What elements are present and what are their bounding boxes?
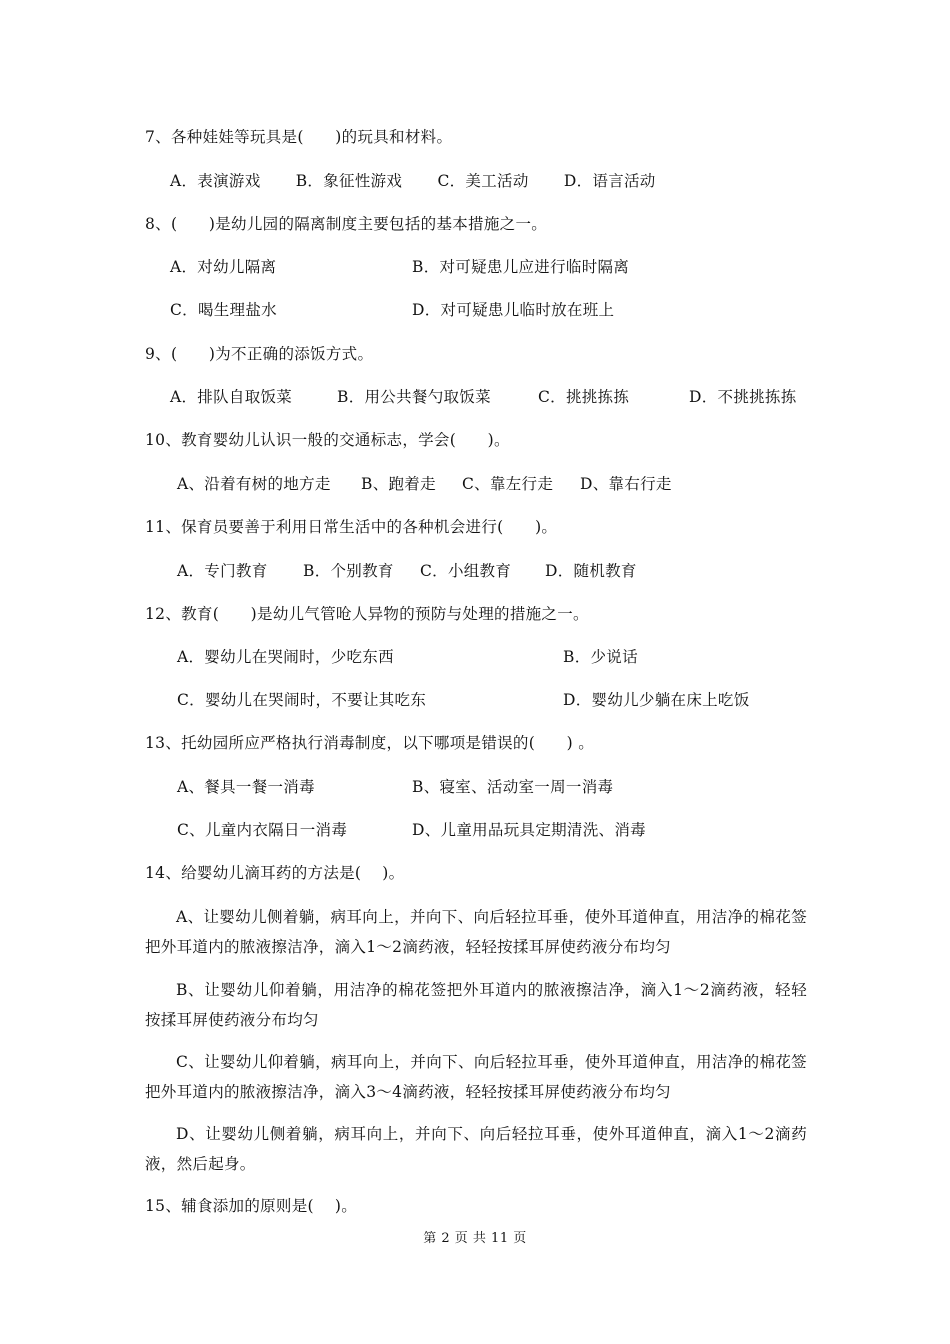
question-8-option-d: D．对可疑患儿临时放在班上: [412, 301, 615, 319]
question-14-stem: 14、给婴幼儿滴耳药的方法是( )。: [145, 864, 405, 882]
question-12-option-b: B．少说话: [563, 648, 638, 666]
question-7-option-b: B．象征性游戏: [295, 172, 403, 190]
question-11-option-a: A．专门教育: [177, 562, 268, 580]
question-15-stem: 15、辅食添加的原则是( )。: [145, 1197, 358, 1215]
question-10-option-a: A、沿着有树的地方走: [177, 475, 331, 493]
question-14-option-d: D、让婴幼儿侧着躺，病耳向上，并向下、向后轻拉耳垂，使外耳道伸直，滴入1～2滴药液，然后起身。: [145, 1125, 807, 1173]
question-13-option-d: D、儿童用品玩具定期清洗、消毒: [412, 821, 646, 839]
question-7-option-c: C．美工活动: [437, 172, 529, 190]
question-14-option-c: C、让婴幼儿仰着躺，病耳向上，并向下、向后轻拉耳垂，使外耳道伸直，用洁净的棉花签把外耳道内的脓液擦洁净，滴入3～4滴药液，轻轻按揉耳屏使药液分布均匀: [145, 1053, 807, 1101]
question-13-option-a: A、餐具一餐一消毒: [177, 778, 315, 796]
question-10-option-c: C、靠左行走: [462, 475, 554, 493]
question-13-stem: 13、托幼园所应严格执行消毒制度，以下哪项是错误的( ) 。: [145, 734, 595, 752]
question-9-option-c: C．挑挑拣拣: [538, 388, 630, 406]
question-8-option-c: C．喝生理盐水: [170, 301, 277, 319]
question-8-stem: 8、( )是幼儿园的隔离制度主要包括的基本措施之一。: [145, 215, 548, 233]
question-10-option-b: B、跑着走: [361, 475, 436, 493]
question-9-option-b: B．用公共餐勺取饭菜: [337, 388, 491, 406]
question-7-option-d: D．语言活动: [563, 172, 656, 190]
question-11-option-b: B．个别教育: [303, 562, 394, 580]
question-12-stem: 12、教育( )是幼儿气管呛人异物的预防与处理的措施之一。: [145, 605, 589, 623]
question-12-option-c: C．婴幼儿在哭闹时，不要让其吃东: [177, 691, 427, 709]
question-8-option-a: A．对幼儿隔离: [170, 258, 277, 276]
question-13-option-b: B、寝室、活动室一周一消毒: [412, 778, 614, 796]
question-14-option-b: B、让婴幼儿仰着躺，用洁净的棉花签把外耳道内的脓液擦洁净，滴入1～2滴药液，轻轻按揉耳屏使药液分布均匀: [145, 981, 807, 1029]
question-12-option-a: A．婴幼儿在哭闹时，少吃东西: [177, 648, 394, 666]
question-7-stem: 7、各种娃娃等玩具是( )的玩具和材料。: [145, 128, 453, 146]
question-11-option-c: C．小组教育: [420, 562, 512, 580]
question-9-option-a: A．排队自取饭菜: [170, 388, 293, 406]
question-12-option-d: D．婴幼儿少躺在床上吃饭: [563, 691, 750, 709]
question-9-stem: 9、( )为不正确的添饭方式。: [145, 345, 374, 363]
question-11-option-d: D．随机教育: [545, 562, 637, 580]
question-8-option-b: B．对可疑患儿应进行临时隔离: [412, 258, 630, 276]
question-14-option-a: A、让婴幼儿侧着躺，病耳向上，并向下、向后轻拉耳垂，使外耳道伸直，用洁净的棉花签把外耳道内的脓液擦洁净，滴入1～2滴药液，轻轻按揉耳屏使药液分布均匀: [145, 908, 807, 956]
question-10-stem: 10、教育婴幼儿认识一般的交通标志，学会( )。: [145, 431, 510, 449]
question-9-option-d: D．不挑挑拣拣: [689, 388, 797, 406]
page-number: 第 2 页 共 11 页: [423, 1231, 527, 1246]
question-11-stem: 11、保育员要善于利用日常生活中的各种机会进行( )。: [145, 518, 558, 536]
question-7-options: [170, 171, 656, 191]
question-10-option-d: D、靠右行走: [580, 475, 672, 493]
question-13-option-c: C、儿童内衣隔日一消毒: [177, 821, 348, 839]
question-7-option-a: A．表演游戏: [170, 172, 261, 190]
